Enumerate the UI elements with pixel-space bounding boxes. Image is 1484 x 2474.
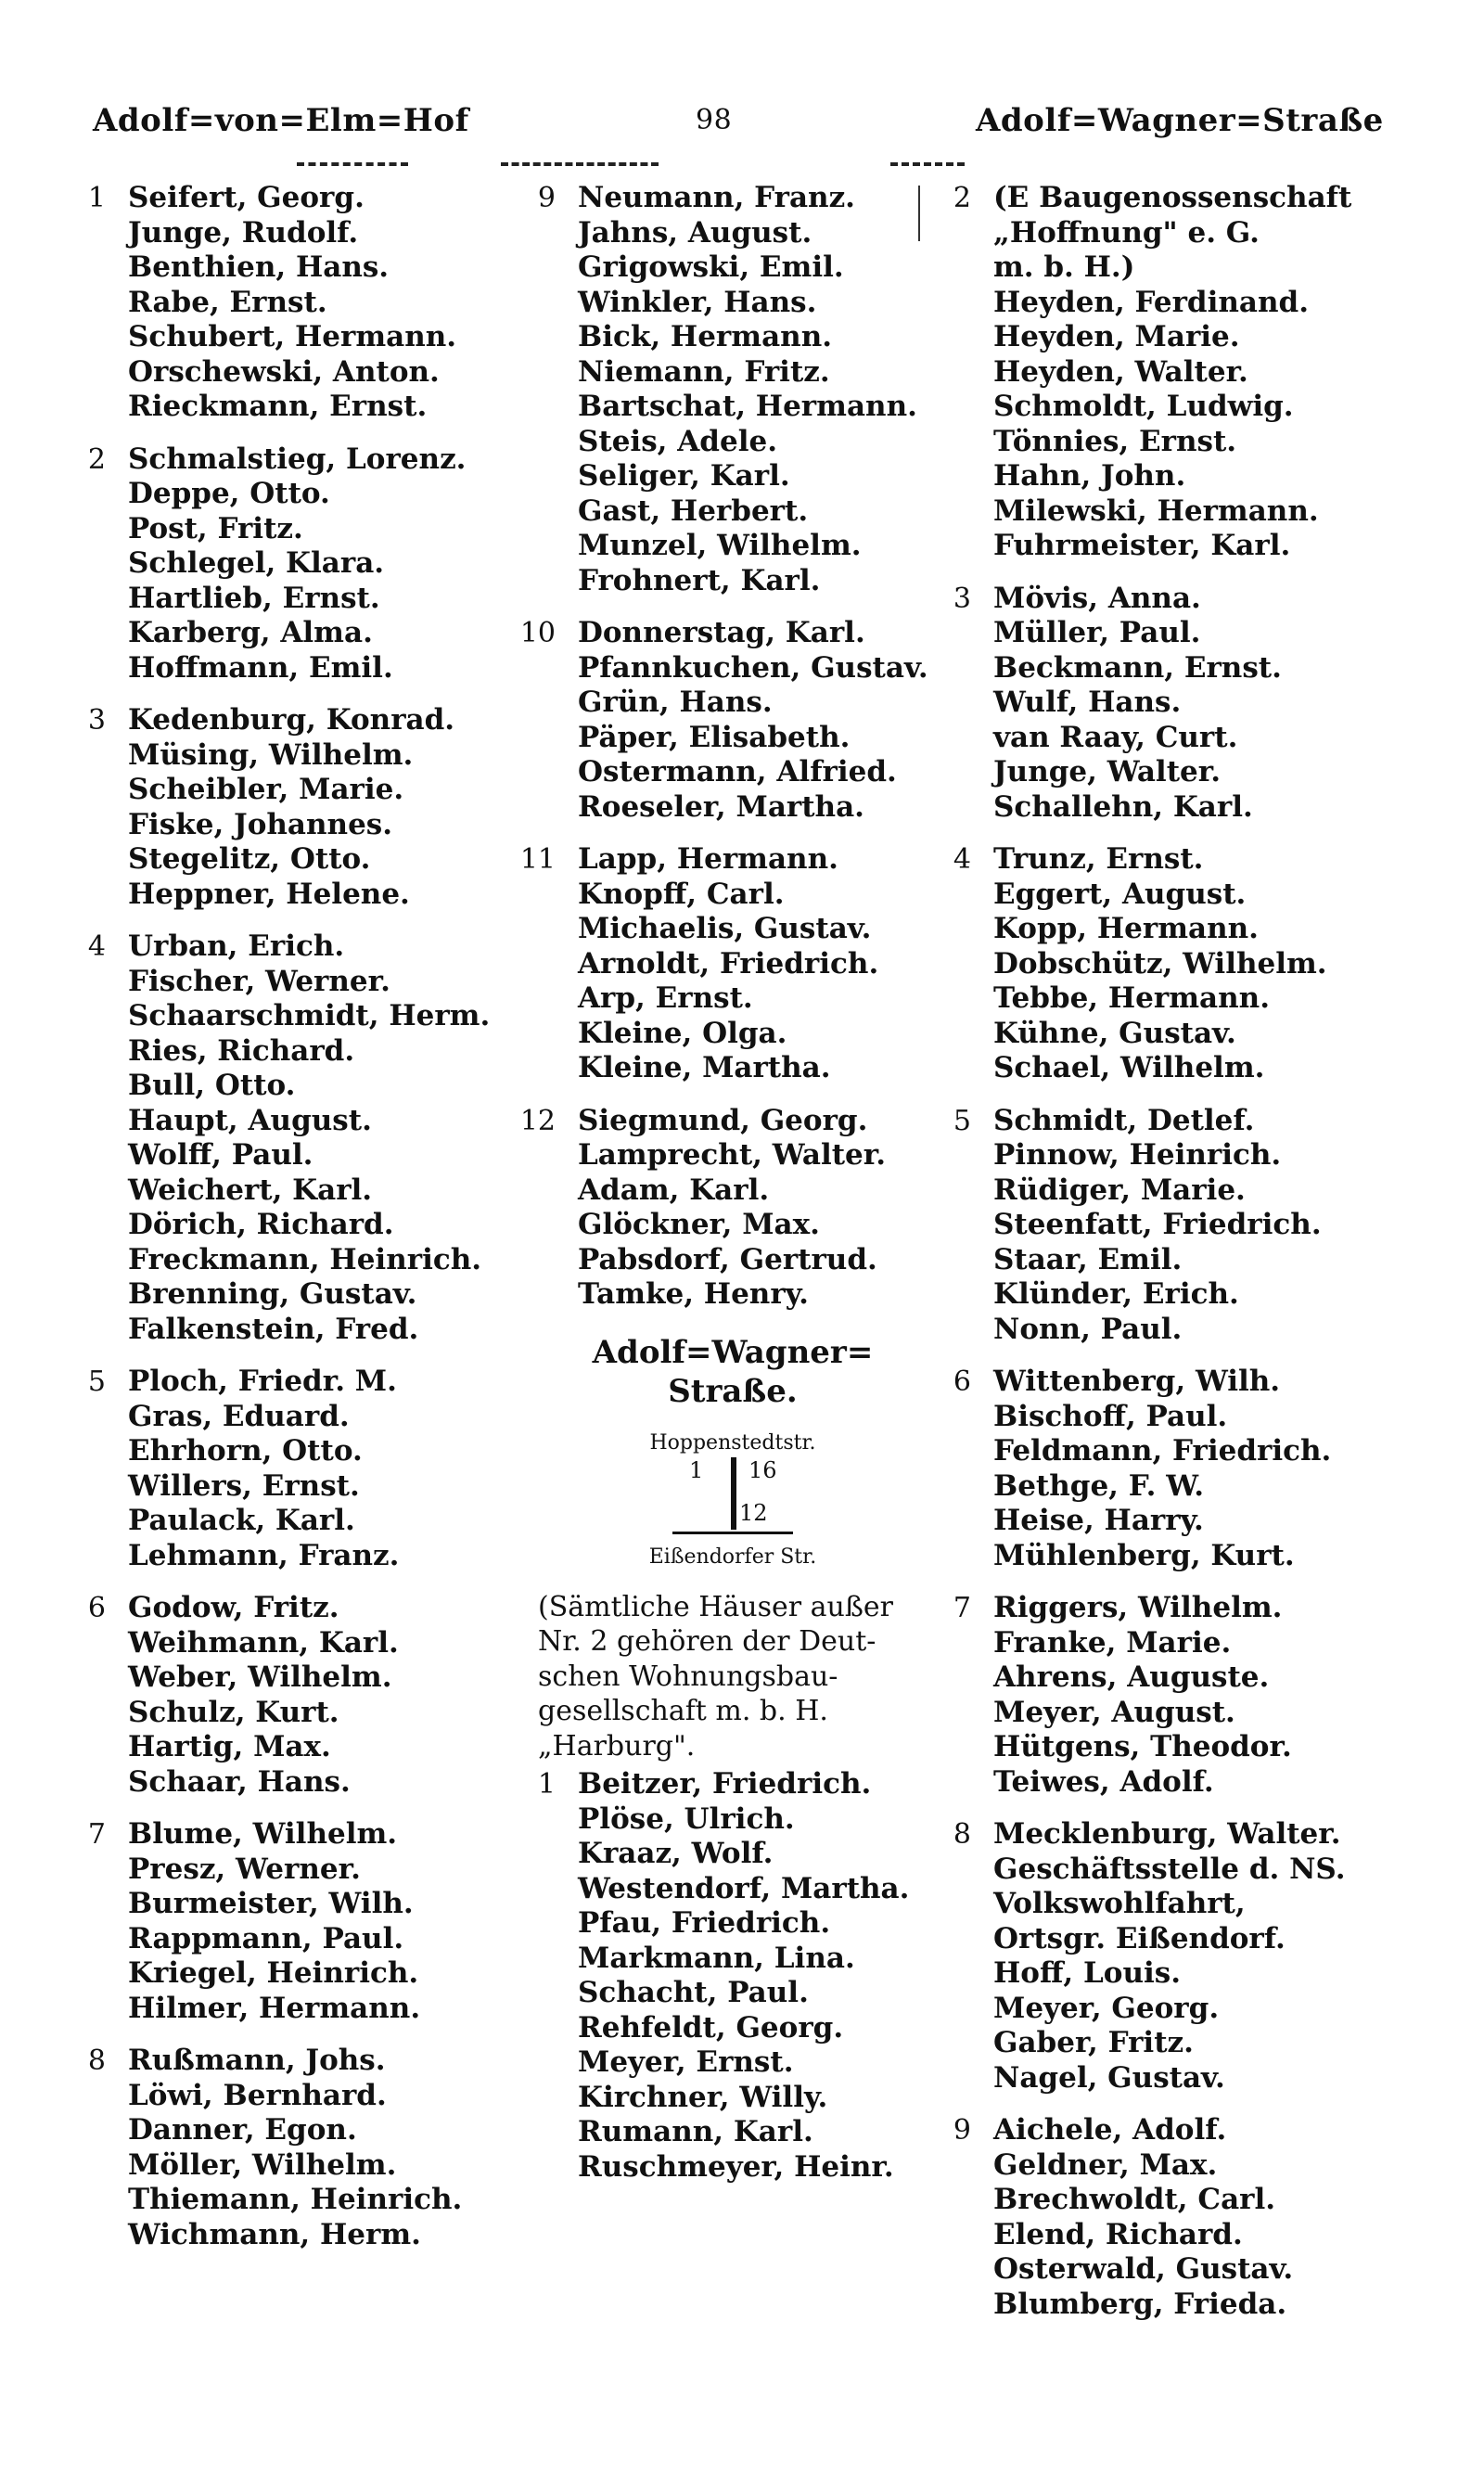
resident-name: Ahrens, Auguste. <box>993 1660 1270 1694</box>
header-rule <box>297 162 408 170</box>
resident-name: Schmalstieg, Lorenz. <box>128 442 467 476</box>
cross-street-top: Hoppenstedtstr. <box>649 1430 816 1455</box>
resident-list <box>993 1817 1413 2096</box>
resident-name: Falkenstein, Fred. <box>128 1312 419 1346</box>
resident-list <box>993 842 1413 1086</box>
house-entry <box>930 181 1413 564</box>
resident-name: Deppe, Otto. <box>128 477 330 510</box>
resident-name: Löwi, Bernhard. <box>128 2078 387 2112</box>
resident-name: Frohnert, Karl. <box>578 563 821 597</box>
resident-name: Rüdiger, Marie. <box>993 1173 1246 1207</box>
house-entry <box>930 1365 1413 1573</box>
resident-name: Hoff, Louis. <box>993 1956 1182 1990</box>
resident-name: Tönnies, Ernst. <box>993 424 1237 458</box>
resident-name: Presz, Werner. <box>128 1852 361 1886</box>
resident-name: Gras, Eduard. <box>128 1399 350 1433</box>
street-title-line2: Straße. <box>668 1372 798 1410</box>
resident-name: Kleine, Martha. <box>578 1051 831 1084</box>
house-number: 3 <box>953 582 971 615</box>
house-number: 5 <box>87 1365 106 1398</box>
resident-name: Heise, Harry. <box>993 1504 1204 1537</box>
resident-name: Markmann, Lina. <box>578 1941 855 1975</box>
house-entry <box>515 1104 941 1313</box>
house-number: 12 <box>519 1104 556 1137</box>
resident-list <box>128 442 547 686</box>
resident-name: Geschäftsstelle d. NS. <box>993 1852 1346 1886</box>
house-number: 4 <box>87 930 106 963</box>
resident-name: Schmoldt, Ludwig. <box>993 390 1294 423</box>
resident-name: Geldner, Max. <box>993 2147 1218 2182</box>
resident-name: Westendorf, Martha. <box>578 1871 910 1905</box>
street-end-line <box>672 1532 793 1534</box>
resident-name: Lapp, Hermann. <box>578 842 838 876</box>
resident-name: Brenning, Gustav. <box>128 1277 417 1311</box>
resident-list <box>993 582 1413 826</box>
resident-name: Ruschmeyer, Heinr. <box>578 2149 894 2184</box>
resident-name: m. b. H.) <box>993 250 1135 284</box>
resident-name: Fischer, Werner. <box>128 964 390 998</box>
header-rule <box>501 162 659 170</box>
cross-street-bottom: Eißendorfer Str. <box>648 1545 817 1569</box>
house-entry <box>930 2113 1413 2322</box>
resident-list <box>993 2113 1413 2322</box>
resident-name: Grün, Hans. <box>578 686 773 719</box>
resident-name: Franke, Marie. <box>993 1625 1232 1660</box>
note-line: gesellschaft m. b. H. <box>538 1695 828 1727</box>
resident-name: Benthien, Hans. <box>128 250 390 284</box>
resident-name: Steis, Adele. <box>578 424 777 458</box>
column-2 <box>515 181 941 2202</box>
house-entry <box>515 1767 941 2185</box>
resident-name: Arnoldt, Friedrich. <box>578 946 879 981</box>
resident-name: Siegmund, Georg. <box>578 1103 868 1137</box>
resident-name: Osterwald, Gustav. <box>993 2252 1294 2286</box>
street-title: Adolf=Wagner= <box>592 1333 874 1371</box>
resident-list <box>993 1591 1413 1800</box>
resident-name: Meyer, Ernst. <box>578 2045 794 2079</box>
resident-name: Wulf, Hans. <box>993 686 1182 719</box>
resident-name: Roeseler, Martha. <box>578 789 864 824</box>
resident-name: Hütgens, Theodor. <box>993 1730 1292 1763</box>
resident-list <box>993 1365 1413 1573</box>
resident-name: Munzel, Wilhelm. <box>578 529 862 562</box>
resident-name: Dobschütz, Wilhelm. <box>993 946 1327 981</box>
resident-name: Päper, Elisabeth. <box>578 720 851 754</box>
street-bar <box>731 1457 736 1530</box>
resident-list <box>128 181 547 425</box>
resident-name: Hilmer, Hermann. <box>128 1991 421 2025</box>
resident-name: Kleine, Olga. <box>578 1016 787 1050</box>
resident-name: Feldmann, Friedrich. <box>993 1434 1332 1468</box>
house-number: 8 <box>953 1818 971 1851</box>
resident-name: Stegelitz, Otto. <box>128 842 371 876</box>
resident-list <box>578 616 941 825</box>
house-entry <box>65 1365 547 1573</box>
resident-name: Rehfeldt, Georg. <box>578 2010 844 2045</box>
house-number-end-even: 12 <box>739 1499 768 1526</box>
resident-name: Paulack, Karl. <box>128 1504 355 1537</box>
resident-name: Glöckner, Max. <box>578 1208 820 1241</box>
resident-list <box>128 1817 547 2026</box>
resident-name: Wittenberg, Wilh. <box>993 1365 1281 1398</box>
resident-name: Mecklenburg, Walter. <box>993 1817 1341 1851</box>
resident-name: Ploch, Friedr. M. <box>128 1365 397 1398</box>
resident-name: Steenfatt, Friedrich. <box>993 1208 1322 1241</box>
resident-name: Gaber, Fritz. <box>993 2026 1194 2059</box>
resident-name: Ostermann, Alfried. <box>578 755 897 788</box>
resident-name: „Hoffnung" e. G. <box>993 215 1260 250</box>
resident-name: Elend, Richard. <box>993 2217 1243 2251</box>
house-number-diagram <box>552 1457 914 1530</box>
resident-name: Jahns, August. <box>578 215 812 250</box>
resident-name: Eggert, August. <box>993 877 1247 911</box>
resident-name: Blume, Wilhelm. <box>128 1817 398 1851</box>
resident-name: Burmeister, Wilh. <box>128 1887 414 1920</box>
resident-name: Bischoff, Paul. <box>993 1399 1228 1433</box>
resident-name: Rumann, Karl. <box>578 2115 813 2148</box>
house-number: 11 <box>519 843 556 876</box>
house-number: 6 <box>953 1365 971 1398</box>
resident-name: Schallehn, Karl. <box>993 789 1253 824</box>
resident-name: (E Baugenossenschaft <box>993 181 1352 214</box>
resident-name: Nonn, Paul. <box>993 1312 1183 1346</box>
column-3 <box>930 181 1413 2339</box>
house-entry <box>65 442 547 686</box>
resident-name: Schulz, Kurt. <box>128 1695 339 1729</box>
resident-name: Weber, Wilhelm. <box>128 1660 392 1694</box>
resident-name: Staar, Emil. <box>993 1242 1183 1276</box>
resident-name: Hoffmann, Emil. <box>128 650 393 685</box>
resident-name: Rabe, Ernst. <box>128 285 327 319</box>
resident-name: Karberg, Alma. <box>128 616 373 649</box>
resident-name: Scheibler, Marie. <box>128 773 404 806</box>
house-number: 10 <box>519 617 556 649</box>
house-number: 3 <box>87 704 106 737</box>
resident-name: Kopp, Hermann. <box>993 912 1259 945</box>
house-entry <box>930 842 1413 1086</box>
house-number: 6 <box>87 1592 106 1624</box>
header-right-street: Adolf=Wagner=Straße <box>976 102 1384 139</box>
resident-name: Godow, Fritz. <box>128 1591 339 1624</box>
resident-name: Schaar, Hans. <box>128 1764 351 1799</box>
resident-name: Post, Fritz. <box>128 511 303 545</box>
house-number: 7 <box>87 1818 106 1851</box>
resident-name: Kraaz, Wolf. <box>578 1837 774 1870</box>
resident-name: Hartlieb, Ernst. <box>128 581 380 615</box>
page-number: 98 <box>696 104 733 136</box>
resident-name: Meyer, Georg. <box>993 1991 1220 2025</box>
resident-name: Ortsgr. Eißendorf. <box>993 1921 1286 1955</box>
house-number: 1 <box>537 1768 556 1801</box>
resident-name: Wichmann, Herm. <box>128 2217 421 2251</box>
resident-name: Kriegel, Heinrich. <box>128 1956 419 1990</box>
resident-list <box>128 929 547 1347</box>
resident-name: Klünder, Erich. <box>993 1277 1239 1311</box>
resident-list <box>578 842 941 1086</box>
resident-name: Adam, Karl. <box>578 1173 770 1207</box>
resident-name: Heyden, Ferdinand. <box>993 285 1310 319</box>
resident-name: Trunz, Ernst. <box>993 842 1204 876</box>
resident-name: Rappmann, Paul. <box>128 1921 404 1955</box>
house-entry <box>930 582 1413 826</box>
resident-name: Teiwes, Adolf. <box>993 1764 1214 1799</box>
header-rule <box>890 162 965 170</box>
house-entry <box>515 181 941 598</box>
resident-name: Rieckmann, Ernst. <box>128 390 428 423</box>
house-number: 8 <box>87 2045 106 2077</box>
resident-name: Möller, Wilhelm. <box>128 2147 397 2182</box>
street-heading-block <box>552 1333 914 1571</box>
resident-list <box>578 1767 941 2185</box>
resident-list <box>128 1591 547 1800</box>
resident-name: Pfau, Friedrich. <box>578 1906 831 1940</box>
resident-name: Bick, Hermann. <box>578 320 833 353</box>
resident-name: Freckmann, Heinrich. <box>128 1242 482 1276</box>
house-entry <box>65 929 547 1347</box>
resident-name: Mühlenberg, Kurt. <box>993 1538 1295 1572</box>
note-line: Nr. 2 gehören der Deut- <box>538 1625 876 1658</box>
column-1 <box>65 181 547 2270</box>
house-entry <box>65 703 547 912</box>
ownership-note <box>538 1590 928 1764</box>
resident-name: Knopff, Carl. <box>578 877 785 911</box>
resident-name: Pabsdorf, Gertrud. <box>578 1242 877 1276</box>
house-number: 5 <box>953 1104 971 1137</box>
resident-name: Dörich, Richard. <box>128 1208 394 1241</box>
house-number-start: 1 <box>689 1456 704 1483</box>
resident-name: van Raay, Curt. <box>993 720 1238 754</box>
resident-name: Rußmann, Johs. <box>128 2044 386 2077</box>
resident-name: Schaarschmidt, Herm. <box>128 999 491 1032</box>
house-entry <box>515 842 941 1086</box>
resident-name: Tebbe, Hermann. <box>993 981 1270 1015</box>
resident-list <box>578 181 941 598</box>
resident-name: Pfannkuchen, Gustav. <box>578 650 928 685</box>
header-left-street: Adolf=von=Elm=Hof <box>93 102 469 139</box>
resident-name: Lamprecht, Walter. <box>578 1138 887 1172</box>
resident-name: Mövis, Anna. <box>993 581 1201 615</box>
resident-name: Kirchner, Willy. <box>578 2080 828 2114</box>
resident-name: Michaelis, Gustav. <box>578 912 872 945</box>
resident-name: Grigowski, Emil. <box>578 250 844 284</box>
resident-name: Winkler, Hans. <box>578 285 817 319</box>
resident-name: Müller, Paul. <box>993 616 1201 649</box>
resident-name: Pinnow, Heinrich. <box>993 1138 1282 1172</box>
resident-name: Schubert, Hermann. <box>128 320 457 353</box>
resident-name: Blumberg, Frieda. <box>993 2287 1287 2321</box>
resident-name: Nagel, Gustav. <box>993 2060 1225 2095</box>
house-number: 7 <box>953 1592 971 1624</box>
resident-list <box>993 1104 1413 1348</box>
resident-name: Beitzer, Friedrich. <box>578 1767 872 1801</box>
resident-name: Heyden, Marie. <box>993 320 1240 353</box>
house-number: 4 <box>953 843 971 876</box>
house-number: 1 <box>87 182 106 214</box>
resident-name: Fuhrmeister, Karl. <box>993 529 1291 562</box>
house-number: 9 <box>953 2114 971 2147</box>
resident-name: Hahn, John. <box>993 459 1186 493</box>
house-entry <box>65 1591 547 1800</box>
house-number: 9 <box>537 182 556 214</box>
resident-name: Urban, Erich. <box>128 929 345 963</box>
resident-name: Brechwoldt, Carl. <box>993 2183 1276 2216</box>
resident-name: Wolff, Paul. <box>128 1138 313 1172</box>
resident-name: Lehmann, Franz. <box>128 1538 400 1572</box>
resident-name: Ries, Richard. <box>128 1033 355 1068</box>
note-line: (Sämtliche Häuser außer <box>538 1590 893 1623</box>
resident-name: Milewski, Hermann. <box>993 494 1319 528</box>
resident-name: Willers, Ernst. <box>128 1468 360 1503</box>
resident-name: Weihmann, Karl. <box>128 1625 399 1660</box>
resident-list <box>578 1104 941 1313</box>
resident-name: Aichele, Adolf. <box>993 2113 1227 2147</box>
resident-name: Neumann, Franz. <box>578 181 855 214</box>
resident-name: Bartschat, Hermann. <box>578 390 917 423</box>
resident-name: Arp, Ernst. <box>578 981 753 1015</box>
resident-name: Kedenburg, Konrad. <box>128 703 455 737</box>
house-number: 2 <box>953 182 971 214</box>
house-entry <box>515 616 941 825</box>
house-entry <box>65 1817 547 2026</box>
note-line: schen Wohnungsbau- <box>538 1660 838 1693</box>
resident-name: Meyer, August. <box>993 1695 1235 1729</box>
resident-name: Gast, Herbert. <box>578 494 809 528</box>
resident-name: Fiske, Johannes. <box>128 807 393 841</box>
resident-name: Ehrhorn, Otto. <box>128 1434 363 1468</box>
resident-name: Seifert, Georg. <box>128 181 365 214</box>
resident-name: Seliger, Karl. <box>578 459 790 493</box>
resident-list <box>128 2044 547 2252</box>
resident-name: Danner, Egon. <box>128 2113 357 2147</box>
resident-name: Beckmann, Ernst. <box>993 650 1282 685</box>
resident-name: Donnerstag, Karl. <box>578 616 865 649</box>
house-number: 2 <box>87 442 106 476</box>
resident-name: Bethge, F. W. <box>993 1468 1205 1503</box>
resident-name: Bull, Otto. <box>128 1069 296 1102</box>
house-entry <box>930 1104 1413 1348</box>
resident-name: Heppner, Helene. <box>128 877 410 911</box>
resident-name: Niemann, Fritz. <box>578 354 830 389</box>
resident-name: Schmidt, Detlef. <box>993 1103 1255 1137</box>
house-entry <box>930 1591 1413 1800</box>
resident-name: Haupt, August. <box>128 1103 372 1137</box>
resident-name: Schael, Wilhelm. <box>993 1051 1265 1084</box>
house-entry <box>930 1817 1413 2096</box>
house-number-end-odd: 16 <box>748 1456 777 1483</box>
resident-name: Kühne, Gustav. <box>993 1016 1236 1050</box>
resident-name: Heyden, Walter. <box>993 354 1248 389</box>
note-line: „Harburg". <box>538 1729 696 1763</box>
resident-name: Müsing, Wilhelm. <box>128 737 414 772</box>
resident-name: Orschewski, Anton. <box>128 354 440 389</box>
house-entry <box>65 2044 547 2252</box>
resident-name: Junge, Rudolf. <box>128 215 359 250</box>
resident-name: Volkswohlfahrt, <box>993 1887 1246 1920</box>
resident-name: Junge, Walter. <box>993 755 1222 788</box>
resident-list <box>128 1365 547 1573</box>
resident-name: Schacht, Paul. <box>578 1976 809 2009</box>
resident-name: Riggers, Wilhelm. <box>993 1591 1283 1624</box>
resident-list <box>993 181 1413 564</box>
resident-name: Thiemann, Heinrich. <box>128 2183 463 2216</box>
resident-name: Hartig, Max. <box>128 1730 331 1763</box>
resident-list <box>128 703 547 912</box>
resident-name: Weichert, Karl. <box>128 1173 373 1207</box>
house-entry <box>65 181 547 425</box>
resident-name: Plöse, Ulrich. <box>578 1801 795 1836</box>
resident-name: Tamke, Henry. <box>578 1277 809 1311</box>
resident-name: Schlegel, Klara. <box>128 546 385 580</box>
